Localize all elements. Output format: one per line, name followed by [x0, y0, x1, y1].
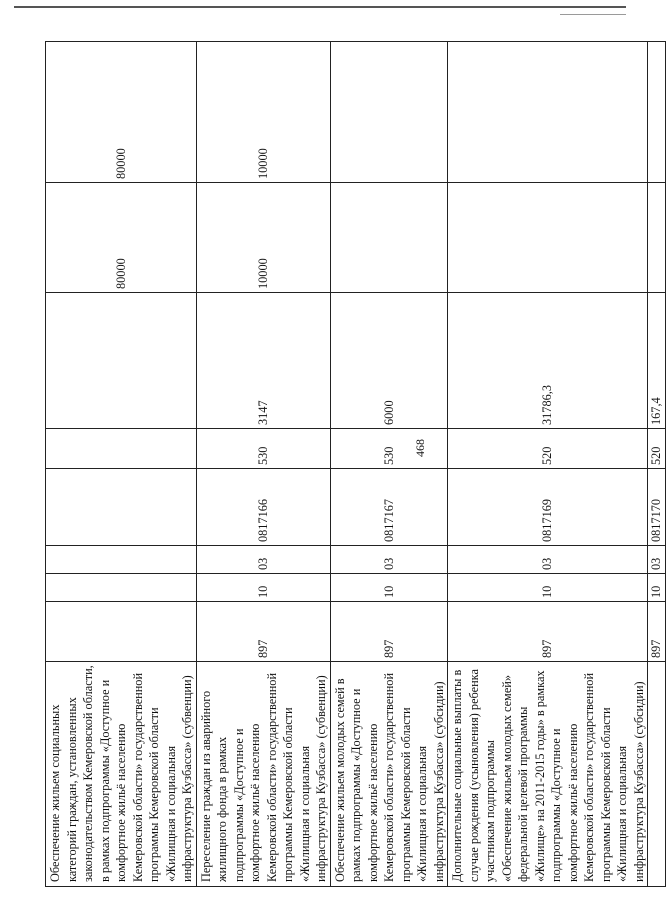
section-code: 10 [196, 574, 330, 602]
row-description: Обеспечение жильем молодых семей в рамках подпрограммы «Доступное и комфортное жильё населению Кемеровской области» государственной программы Кемеровской области «Жилищная и социальная инфраструктура Кузбасса» (субсидии) [330, 662, 448, 887]
subsection-code: 03 [648, 546, 666, 574]
expense-type [46, 429, 197, 469]
amount-1: 167,4 [648, 293, 666, 429]
section-code: 10 [448, 574, 648, 602]
subsection-code: 03 [196, 546, 330, 574]
row-description: Дополнительные социальные выплаты в случае рождения (усыновления) ребенка участникам подпрограммы «Обеспечение жильем молодых семей» федеральной целевой программы «Жилище» на 2011-2015 годы» в рамках подпрограммы «Доступное и комфортное жильё населению Кемеровской области» государственной программы Кемеровской области «Жилищная и социальная инфраструктура Кузбасса» (субсидии) [448, 662, 648, 887]
subsection-code: 03 [448, 546, 648, 574]
amount-2 [648, 183, 666, 293]
amount-1: 3147 [196, 293, 330, 429]
table-row [196, 42, 330, 887]
target-article [46, 469, 197, 546]
amount-1: 6000 [330, 293, 448, 429]
amount-2: 80000 [46, 183, 197, 293]
rotated-table-container [45, 42, 664, 887]
expense-type: 530 [330, 429, 448, 469]
table-row [330, 42, 448, 887]
amount-2: 10000 [196, 183, 330, 293]
table-row [648, 42, 666, 887]
top-rule-secondary [560, 14, 626, 15]
row-description: Переселение граждан из аварийного жилищного фонда в рамках подпрограммы «Доступное и комфортное жильё населению Кемеровской области» государственной программы Кемеровской области «Жилищная и социальная инфраструктура Кузбасса» (субвенции) [196, 662, 330, 887]
table-row [46, 42, 197, 887]
section-code [46, 574, 197, 602]
amount-1 [46, 293, 197, 429]
amount-3: 80000 [46, 42, 197, 183]
row-description [648, 662, 666, 887]
page-number: 468 [413, 439, 427, 457]
expense-type: 530 [196, 429, 330, 469]
subsection-code [46, 546, 197, 574]
amount-1: 31786,3 [448, 293, 648, 429]
amount-2 [330, 183, 448, 293]
table-row [448, 42, 648, 887]
row-description: Обеспечение жильем социальных категорий граждан, установленных законодательством Кемеровской области, в рамках подпрограммы «Доступное и комфортное жильё населению Кемеровской области» государственной программы Кемеровской области «Жилищная и социальная инфраструктура Кузбасса» (субвенции) [46, 662, 197, 887]
target-article: 0817170 [648, 469, 666, 546]
target-article: 0817166 [196, 469, 330, 546]
ministry-code: 897 [448, 602, 648, 662]
target-article: 0817169 [448, 469, 648, 546]
top-rule [14, 6, 626, 8]
amount-3 [648, 42, 666, 183]
expense-type: 520 [448, 429, 648, 469]
ministry-code: 897 [648, 602, 666, 662]
section-code: 10 [648, 574, 666, 602]
expense-type: 520 [648, 429, 666, 469]
target-article: 0817167 [330, 469, 448, 546]
amount-3: 10000 [196, 42, 330, 183]
ministry-code: 897 [330, 602, 448, 662]
amount-2 [448, 183, 648, 293]
amount-3 [330, 42, 448, 183]
ministry-code: 897 [196, 602, 330, 662]
amount-3 [448, 42, 648, 183]
ministry-code [46, 602, 197, 662]
subsection-code: 03 [330, 546, 448, 574]
budget-table [45, 41, 666, 887]
section-code: 10 [330, 574, 448, 602]
